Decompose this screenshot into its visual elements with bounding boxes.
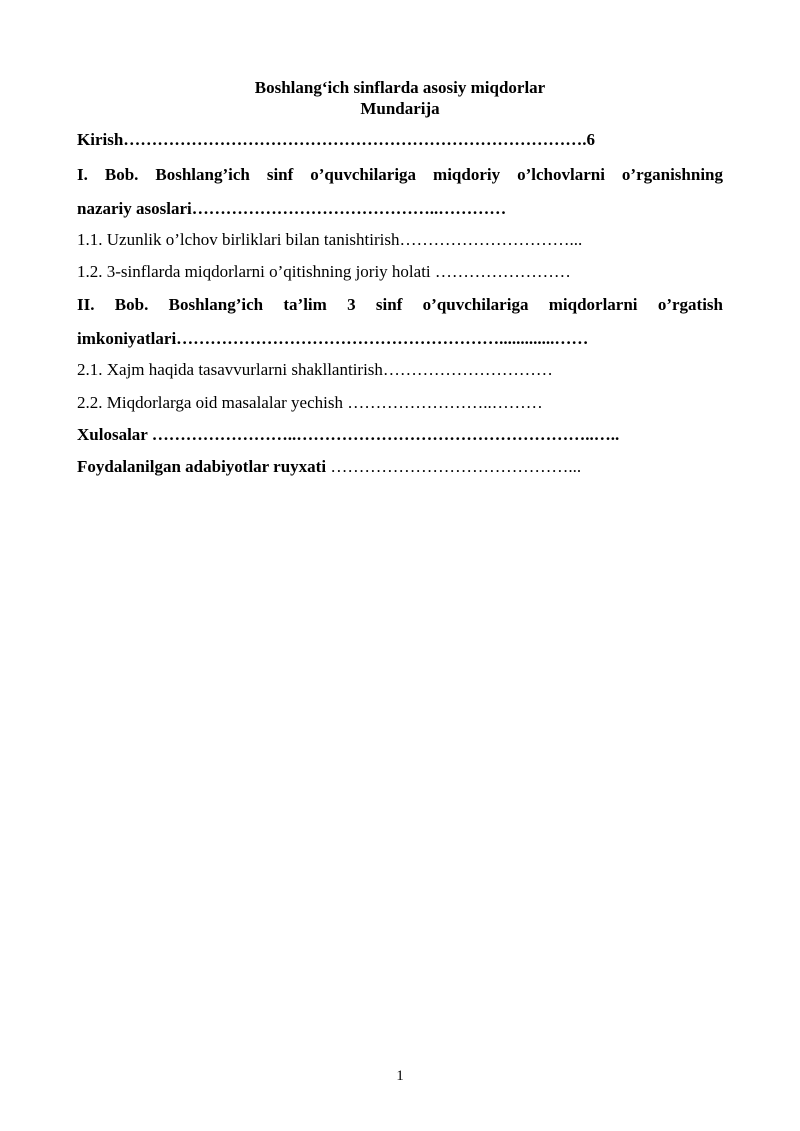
toc-entry-references-dots: ……………………………………...: [326, 457, 582, 476]
toc-entry-section-2-1: 2.1. Xajm haqida tasavvurlarni shakllantirish…………………………: [77, 360, 553, 379]
toc-entry-xulosalar: Xulosalar ……………………..……………………………………………..…..: [77, 425, 620, 444]
toc-entry-kirish: Kirish……………………………………………………………………….6: [77, 130, 596, 149]
toc-entry-references: [77, 457, 723, 477]
toc-entry-section-1-1: 1.1. Uzunlik o’lchov birliklari bilan tanishtirish…………………………...: [77, 230, 583, 249]
toc-entry-references-title: Foydalanilgan adabiyotlar ruyxati: [77, 457, 327, 476]
page-number: 1: [396, 1068, 404, 1084]
toc-entry-chapter-1-cont: nazariy asoslari……………………………………..…………: [77, 199, 507, 218]
toc-entry-chapter-1: I. Bob. Boshlang’ich sinf o’quvchilariga miqdoriy o’lchovlarni o’rganishning: [77, 165, 723, 184]
toc-entry-section-1-2: 1.2. 3-sinflarda miqdorlarni o’qitishning joriy holati ……………………: [77, 262, 571, 281]
document-title: Boshlang‘ich sinflarda asosiy miqdorlar: [254, 78, 546, 97]
toc-entry-chapter-2-cont: imkoniyatlari………………………………………………….............……: [77, 329, 589, 348]
toc-entry-section-2-2: 2.2. Miqdorlarga oid masalalar yechish ……………………..………: [77, 393, 543, 412]
toc-entry-chapter-2: II. Bob. Boshlang’ich ta’lim 3 sinf o’quvchilariga miqdorlarni o’rgatish: [77, 295, 723, 314]
document-subtitle: Mundarija: [360, 99, 440, 118]
